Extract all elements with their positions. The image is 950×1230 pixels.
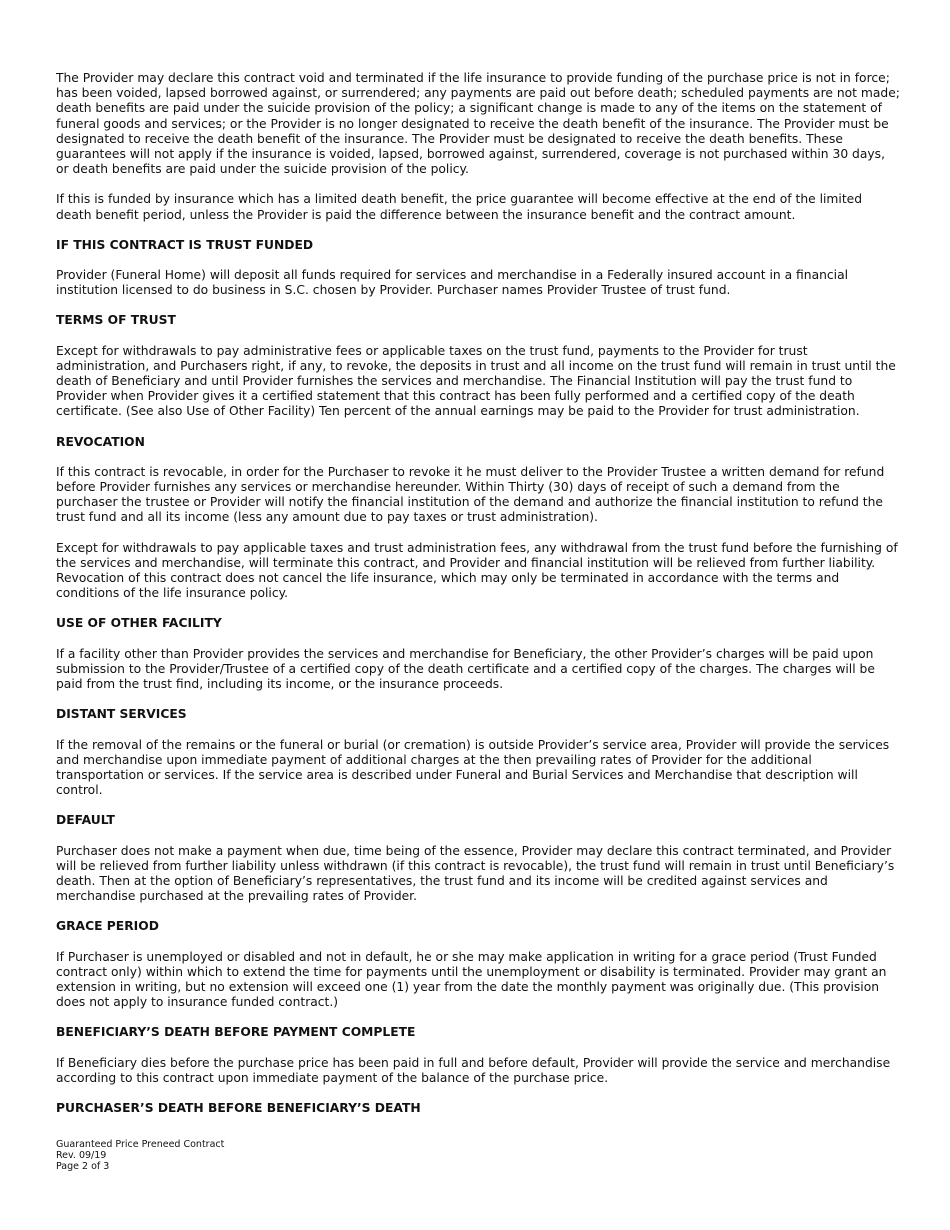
intro-paragraph-limited-benefit: If this is funded by insurance which has a limited death benefit, the price guarantee will become effective at the end of the limited death benefit period, unless the Provider is paid the difference between the insurance benefit and the contract amount. (56, 192, 863, 222)
other-facility-paragraph: If a facility other than Provider provides the services and merchandise for Beneficiary, the other Provider’s charges will be paid upon submission to the Provider/Trustee of a certified copy of the death certificate and a certified copy of the charges. The charges will be paid from the trust find, including its income, or the insurance proceeds. (56, 646, 875, 692)
trust-funded-paragraph: Provider (Funeral Home) will deposit all funds required for services and merchandise in a Federally insured account in a financial institution licensed to do business in S.C. chosen by Provider. Purchaser names Provider Trustee of trust fund. (56, 268, 849, 298)
page-footer (56, 1139, 224, 1172)
revocation-paragraph-withdrawal: Except for withdrawals to pay applicable taxes and trust administration fees, any withdrawal from the trust fund before the furnishing of the services and merchandise, will terminate this contract, and Provider and financial institution will be relieved from further liability. Revocation of this contract does not cancel the life insurance, which may only be terminated in accordance with the terms and conditions of the life insurance policy. (56, 540, 898, 601)
default-paragraph: Purchaser does not make a payment when due, time being of the essence, Provider may declare this contract terminated, and Provider will be relieved from further liability unless withdrawn (if this contract is revocable), the trust fund will remain in trust until Beneficiary’s death. Then at the option of Beneficiary’s representatives, the trust fund and its income will be credited against services and merchandise purchased at the prevailing rates of Provider. (56, 843, 895, 904)
other-facility-heading: USE OF OTHER FACILITY (56, 616, 222, 631)
beneficiary-death-paragraph: If Beneficiary dies before the purchase price has been paid in full and before default, Provider will provide the service and merchandise according to this contract upon immediate payment of the balance of the purchase price. (56, 1055, 891, 1085)
purchaser-death-heading: PURCHASER’S DEATH BEFORE BENEFICIARY’S DEATH (56, 1100, 421, 1115)
document-page (56, 71, 900, 1131)
trust-funded-heading: IF THIS CONTRACT IS TRUST FUNDED (56, 237, 314, 252)
intro-paragraph-void: The Provider may declare this contract void and terminated if the life insurance to provide funding of the purchase price is not in force; has been voided, lapsed borrowed against, or surrendered; any payments are paid out before death; scheduled payments are not made; death benefits are paid under the suicide provision of the policy; a significant change is made to any of the items on the statement of funeral goods and services; or the Provider is no longer designated to receive the death benefit of the insurance. The Provider must be designated to receive the death benefit of the insurance. The Provider must be designated to receive the death benefits. These guarantees will not apply if the insurance is voided, lapsed, borrowed against, surrendered, coverage is not purchased within 30 days, or death benefits are paid under the suicide provision of the policy. (56, 71, 900, 177)
terms-of-trust-heading: TERMS OF TRUST (56, 313, 176, 328)
default-heading: DEFAULT (56, 813, 115, 828)
revocation-heading: REVOCATION (56, 434, 145, 449)
grace-period-paragraph: If Purchaser is unemployed or disabled and not in default, he or she may make application in writing for a grace period (Trust Funded contract only) within which to extend the time for payments until the unemployment or disability is terminated. Provider may grant an extension in writing, but no extension will exceed one (1) year from the date the monthly payment was originally due. (This provision does not apply to insurance funded contract.) (56, 949, 887, 1010)
distant-services-heading: DISTANT SERVICES (56, 707, 187, 722)
footer-page-number: Page 2 of 3 (56, 1161, 110, 1172)
footer-revision: Rev. 09/19 (56, 1150, 107, 1161)
distant-services-paragraph: If the removal of the remains or the funeral or burial (or cremation) is outside Provider’s service area, Provider will provide the services and merchandise upon immediate payment of additional charges at the then prevailing rates of Provider for the additional transportation or services. If the service area is described under Funeral and Burial Services and Merchandise that description will control. (56, 737, 890, 798)
beneficiary-death-heading: BENEFICIARY’S DEATH BEFORE PAYMENT COMPLETE (56, 1025, 416, 1040)
revocation-paragraph-demand: If this contract is revocable, in order for the Purchaser to revoke it he must deliver to the Provider Trustee a written demand for refund before Provider furnishes any services or merchandise hereunder. Within Thirty (30) days of receipt of such a demand from the purchaser the trustee or Provider will notify the financial institution of the demand and authorize the financial institution to refund the trust fund and all its income (less any amount due to pay taxes or trust administration). (56, 464, 885, 525)
footer-contract-title: Guaranteed Price Preneed Contract (56, 1139, 225, 1150)
terms-of-trust-paragraph: Except for withdrawals to pay administrative fees or applicable taxes on the trust fund, payments to the Provider for trust administration, and Purchasers right, if any, to revoke, the deposits in trust and all income on the trust fund will remain in trust until the death of Beneficiary and until Provider furnishes the services and merchandise. The Financial Institution will pay the trust fund to Provider when Provider gives it a certified statement that this contract has been fully performed and a certified copy of the death certificate. (See also Use of Other Facility) Ten percent of the annual earnings may be paid to the Provider for trust administration. (56, 343, 896, 419)
grace-period-heading: GRACE PERIOD (56, 919, 159, 934)
